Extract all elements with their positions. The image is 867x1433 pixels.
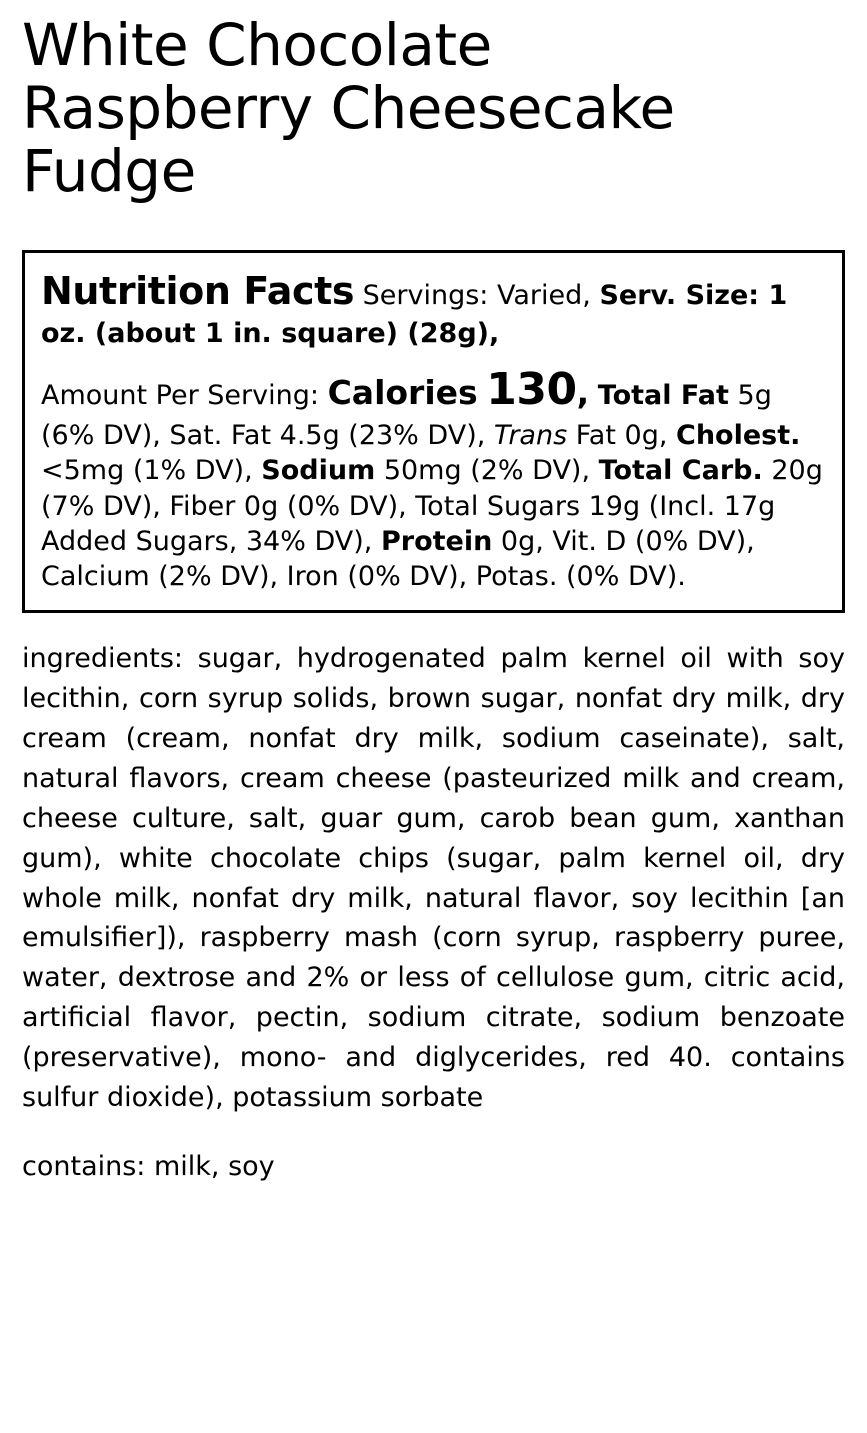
nutrition-header-line — [41, 267, 826, 351]
serving-size: Serv. Size: 1 oz. (about 1 in. square) (28g), — [41, 279, 788, 350]
total-carb-label: Total Carb. — [598, 455, 763, 487]
total-fat-value: 5g (6% DV), Sat. Fat 4.5g (23% DV), — [41, 380, 772, 452]
trans-fat-value: Fat 0g, — [575, 420, 668, 452]
trans-fat-label: Trans — [493, 420, 568, 452]
sodium-value: 50mg (2% DV), — [383, 455, 591, 487]
total-carb-value: 20g (7% DV), Fiber 0g (0% DV), Total Sugars 19g (Incl. 17g Added Sugars, 34% DV), — [41, 455, 823, 557]
protein-label: Protein — [380, 525, 493, 557]
nutrition-body-line — [41, 361, 826, 594]
calories-label: Calories — [327, 373, 478, 413]
total-fat-label: Total Fat — [597, 380, 729, 412]
cholesterol-value: <5mg (1% DV), — [41, 455, 253, 487]
sodium-label: Sodium — [261, 455, 376, 487]
calories-comma: , — [576, 373, 590, 413]
servings-label: Servings: Varied, — [362, 279, 591, 311]
page-title: White Chocolate Raspberry Cheesecake Fudge — [22, 11, 675, 206]
cholesterol-label: Cholest. — [676, 420, 801, 452]
amount-per-serving-label: Amount Per Serving: — [41, 380, 319, 412]
nutrition-facts-panel — [22, 250, 845, 613]
nutrition-facts-title: Nutrition Facts — [41, 268, 355, 313]
ingredients-text: ingredients: sugar, hydrogenated palm kernel oil with soy lecithin, corn syrup solids, brown sugar, nonfat dry milk, dry cream (cream, nonfat dry milk, sodium caseinate), salt, natural flavors, cream cheese (pasteurized milk and cream, cheese culture, salt, guar gum, carob bean gum, xanthan gum), white chocolate chips (sugar, palm kernel oil, dry whole milk, nonfat dry milk, natural flavor, soy lecithin [an emulsifier]), raspberry mash (corn syrup, raspberry puree, water, dextrose and 2% or less of cellulose gum, citric acid, artificial flavor, pectin, sodium citrate, sodium benzoate (preservative), mono- and diglycerides, red 40. contains sulfur dioxide), potassium sorbate — [22, 642, 845, 1114]
protein-value: 0g, Vit. D (0% DV), Calcium (2% DV), Iron (0% DV), Potas. (0% DV). — [41, 525, 755, 592]
allergen-statement: contains: milk, soy — [22, 1151, 275, 1183]
calories-value: 130 — [486, 364, 577, 416]
